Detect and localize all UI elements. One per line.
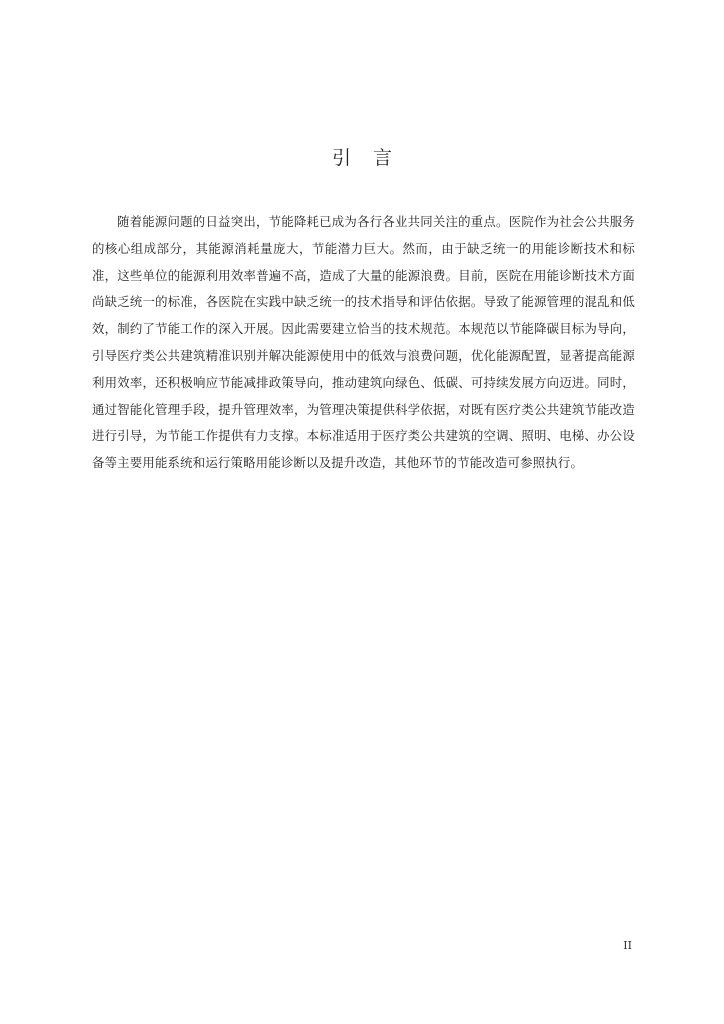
body-paragraph: 随着能源问题的日益突出，节能降耗已成为各行各业共同关注的重点。医院作为社会公共服务的核心组成部分，其能源消耗量庞大，节能潜力巨大。然而，由于缺乏统一的用能诊断技术和标准，这些单位的能源利用效率普遍不高，造成了大量的能源浪费。目前，医院在用能诊断技术方面尚缺乏统一的标准，各医院在实践中缺乏统一的技术指导和评估依据。导致了能源管理的混乱和低效，制约了节能工作的深入开展。因此需要建立恰当的技术规范。本规范以节能降碳目标为导向，引导医疗类公共建筑精准识别并解决能源使用中的低效与浪费问题，优化能源配置，显著提高能源利用效率，还积极响应节能减排政策导向，推动建筑向绿色、低碳、可持续发展方向迈进。同时，通过智能化管理手段，提升管理效率，为管理决策提供科学依据，对既有医疗类公共建筑节能改造进行引导，为节能工作提供有力支撑。本标准适用于医疗类公共建筑的空调、照明、电梯、办公设备等主要用能系统和运行策略用能诊断以及提升改造，其他环节的节能改造可参照执行。	[92, 214, 635, 471]
section-title: 引言	[331, 147, 414, 169]
page-number: II	[623, 939, 632, 952]
